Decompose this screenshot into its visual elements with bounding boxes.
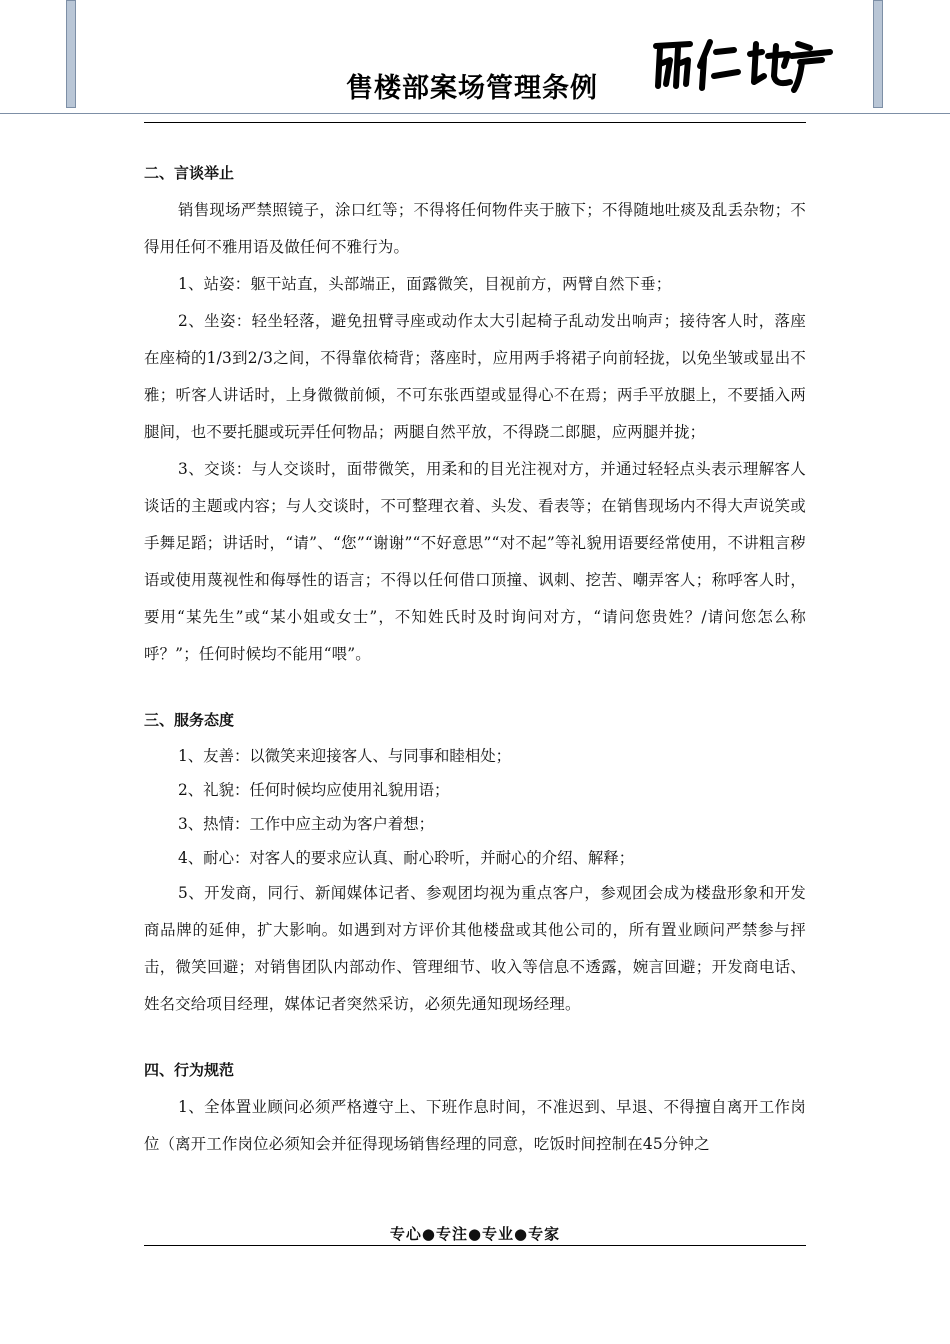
section-heading-service: 三、服务态度 [144,711,235,729]
paragraph: 3、交谈：与人交谈时，面带微笑，用柔和的目光注视对方，并通过轻轻点头表示理解客人谈话的主题或内容；与人交谈时，不可整理衣着、头发、看表等；在销售现场内不得大声说笑或手舞足蹈；讲话时，“请”、“您”“谢谢”“不好意思”“对不起”等礼貌用语要经常使用，不讲粗言秽语或使用蔑视性和侮辱性的语言；不得以任何借口顶撞、讽刺、挖苦、嘲弄客人；称呼客人时，要用“某先生”或“某小姐或女士”，不知姓氏时及时询问对方，“请问您贵姓？/请问您怎么称呼？”；任何时候均不能用“喂”。 [144,460,806,663]
paragraph: 1、站姿：躯干站直，头部端正，面露微笑，目视前方，两臂自然下垂； [178,275,672,293]
section-heading-behavior: 四、行为规范 [144,1061,235,1079]
list-item: 2、礼貌：任何时候均应使用礼貌用语； [178,781,450,799]
paragraph: 1、全体置业顾问必须严格遵守上、下班作息时间，不准迟到、早退、不得擅自离开工作岗位（离开工作岗位必须知会并征得现场销售经理的同意，吃饭时间控制在45分钟之 [144,1098,806,1153]
page-title: 售楼部案场管理条例 [346,73,598,104]
header-left-bar [66,0,76,108]
document-body [144,154,806,1163]
header-right-bar [873,0,883,108]
list-item: 3、热情：工作中应主动为客户着想； [178,815,435,833]
paragraph: 销售现场严禁照镜子，涂口红等；不得将任何物件夹于腋下；不得随地吐痰及乱丢杂物；不得用任何不雅用语及做任何不雅行为。 [144,201,806,256]
list-item: 4、耐心：对客人的要求应认真、耐心聆听，并耐心的介绍、解释； [178,849,635,867]
footer-rule [144,1245,806,1246]
footer-motto: 专心●专注●专业●专家 [389,1225,561,1243]
section-heading-conduct: 二、言谈举止 [144,164,235,182]
header-rule [144,122,806,123]
paragraph: 5、开发商，同行、新闻媒体记者、参观团均视为重点客户，参观团会成为楼盘形象和开发商品牌的延伸，扩大影响。如遇到对方评价其他楼盘或其他公司的，所有置业顾问严禁参与抨击，微笑回避；对销售团队内部动作、管理细节、收入等信息不透露，婉言回避；开发商电话、姓名交给项目经理，媒体记者突然采访，必须先通知现场经理。 [144,884,806,1013]
list-item: 1、友善：以微笑来迎接客人、与同事和睦相处； [178,747,511,765]
paragraph: 2、坐姿：轻坐轻落，避免扭臂寻座或动作太大引起椅子乱动发出响声；接待客人时，落座在座椅的1/3到2/3之间，不得靠依椅背；落座时，应用两手将裙子向前轻拢，以免坐皱或显出不雅；听客人讲话时，上身微微前倾，不可东张西望或显得心不在焉；两手平放腿上，不要插入两腿间，也不要托腿或玩弄任何物品；两腿自然平放，不得跷二郎腿，应两腿并拢； [144,312,806,441]
header-line [0,113,950,114]
company-logo [650,36,835,94]
